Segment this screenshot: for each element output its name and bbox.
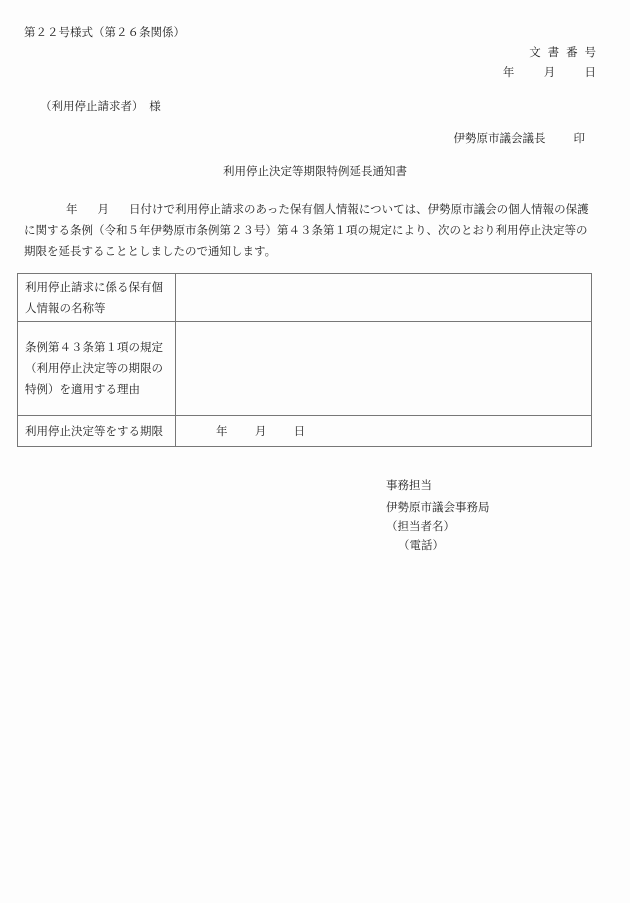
body-year: 年	[66, 202, 78, 216]
contact-block	[386, 476, 490, 555]
body-paragraph	[24, 199, 590, 262]
body-month: 月	[97, 202, 109, 216]
date-year: 年	[502, 65, 515, 79]
row-value-deadline[interactable]	[176, 416, 592, 447]
seal-mark: 印	[573, 131, 585, 145]
table-row	[18, 416, 592, 447]
row-value-reason[interactable]	[176, 322, 592, 416]
document-number-label: 文書番号	[529, 45, 603, 59]
document-date	[503, 67, 596, 79]
date-month: 月	[543, 65, 556, 79]
row-label-deadline: 利用停止決定等をする期限	[18, 416, 176, 447]
form-number: 第２２号様式（第２６条関係）	[24, 25, 185, 39]
contact-office: 伊勢原市議会事務局	[386, 500, 490, 514]
contact-person: （担当者名）	[386, 519, 455, 533]
sender-name: 伊勢原市議会議長	[453, 131, 546, 145]
table-row	[18, 274, 592, 322]
table-row	[18, 322, 592, 416]
row-label-info-name: 利用停止請求に係る保有個人情報の名称等	[18, 274, 176, 322]
row-value-info-name[interactable]	[176, 274, 592, 322]
sender	[454, 133, 586, 145]
deadline-month: 月	[254, 423, 267, 438]
row-label-reason: 条例第４３条第１項の規定（利用停止決定等の期限の特例）を適用する理由	[18, 322, 176, 416]
addressee: （利用停止請求者） 様	[40, 99, 161, 113]
contact-heading: 事務担当	[386, 478, 432, 492]
body-text: 日付けで利用停止請求のあった保有個人情報については、伊勢原市議会の個人情報の保護に関する条例（令和５年伊勢原市条例第２３号）第４３条第１項の規定により、次のとおり利用停止決定等の期限を延長することとしましたので通知します。	[24, 202, 589, 258]
contact-phone: （電話）	[398, 538, 444, 552]
info-table	[17, 273, 592, 447]
document-title: 利用停止決定等期限特例延長通知書	[223, 164, 407, 178]
date-day: 日	[584, 65, 596, 79]
deadline-year: 年	[216, 423, 228, 438]
deadline-day: 日	[293, 423, 306, 438]
